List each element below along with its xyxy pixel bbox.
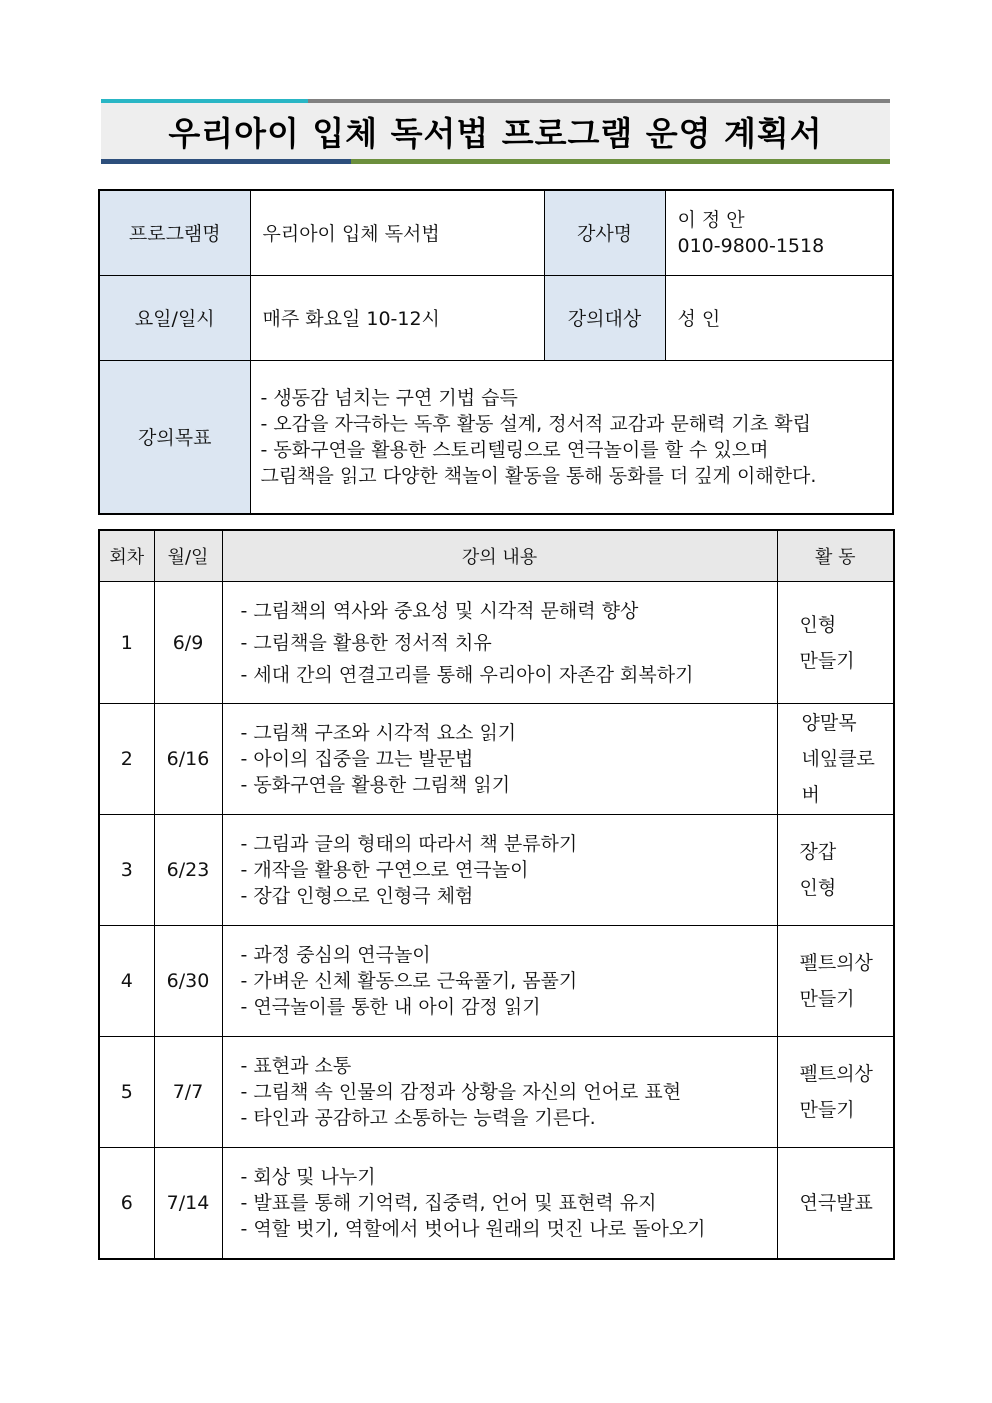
session-date: 7/14 bbox=[154, 1148, 222, 1259]
page-title: 우리아이 입체 독서법 프로그램 운영 계획서 bbox=[168, 113, 823, 153]
goal-line: - 동화구연을 활용한 스토리텔링으로 연극놀이를 할 수 있으며 bbox=[260, 438, 769, 461]
program-info-table bbox=[98, 189, 894, 515]
activity-line: 연극발표 bbox=[799, 1191, 873, 1214]
session-date: 6/16 bbox=[154, 704, 222, 815]
target-label: 강의대상 bbox=[544, 275, 665, 360]
content-line: - 발표를 통해 기억력, 집중력, 언어 및 표현력 유지 bbox=[240, 1191, 657, 1214]
content-line: - 표현과 소통 bbox=[240, 1055, 352, 1077]
table-row bbox=[99, 582, 894, 704]
activity-line: 네잎클로 bbox=[801, 748, 875, 770]
session-date: 6/30 bbox=[154, 926, 222, 1037]
activity-line: 펠트의상 bbox=[799, 1063, 873, 1085]
title-band bbox=[101, 103, 890, 159]
goal-line: 그림책을 읽고 다양한 책놀이 활동을 통해 동화를 더 깊게 이해한다. bbox=[260, 464, 817, 487]
content-line: - 타인과 공감하고 소통하는 능력을 기른다. bbox=[240, 1107, 596, 1129]
content-line: - 세대 간의 연결고리를 통해 우리아이 자존감 회복하기 bbox=[240, 663, 694, 686]
session-date: 6/9 bbox=[154, 582, 222, 704]
session-activity bbox=[777, 704, 894, 815]
session-date: 6/23 bbox=[154, 815, 222, 926]
program-label: 프로그램명 bbox=[99, 190, 250, 275]
session-content bbox=[222, 815, 777, 926]
session-number: 3 bbox=[99, 815, 154, 926]
target-value: 성 인 bbox=[665, 275, 893, 360]
instructor-label: 강사명 bbox=[544, 190, 665, 275]
content-line: - 회상 및 나누기 bbox=[240, 1165, 376, 1188]
info-row-goal bbox=[99, 360, 893, 514]
activity-line: 펠트의상 bbox=[799, 952, 873, 974]
session-activity bbox=[777, 1037, 894, 1148]
info-row-schedule bbox=[99, 275, 893, 360]
session-number: 4 bbox=[99, 926, 154, 1037]
activity-line: 만들기 bbox=[799, 649, 855, 672]
instructor-name: 이 정 안 bbox=[677, 208, 745, 231]
table-row bbox=[99, 926, 894, 1037]
instructor-phone: 010-9800-1518 bbox=[677, 234, 825, 257]
content-line: - 연극놀이를 통한 내 아이 감정 읽기 bbox=[240, 996, 541, 1018]
table-row bbox=[99, 1148, 894, 1259]
header-activity: 활 동 bbox=[777, 530, 894, 582]
activity-line: 만들기 bbox=[799, 1099, 855, 1121]
content-line: - 아이의 집중을 끄는 발문법 bbox=[240, 748, 474, 770]
session-activity bbox=[777, 815, 894, 926]
session-activity bbox=[777, 926, 894, 1037]
content-line: - 그림책 속 인물의 감정과 상황을 자신의 언어로 표현 bbox=[240, 1081, 682, 1103]
program-value: 우리아이 입체 독서법 bbox=[250, 190, 544, 275]
content-line: - 동화구연을 활용한 그림책 읽기 bbox=[240, 774, 511, 796]
content-line: - 그림과 글의 형태의 따라서 책 분류하기 bbox=[240, 833, 578, 855]
schedule-value: 매주 화요일 10-12시 bbox=[250, 275, 544, 360]
activity-line: 인형 bbox=[799, 613, 837, 636]
content-line: - 장갑 인형으로 인형극 체험 bbox=[240, 885, 474, 907]
goal-line: - 생동감 넘치는 구연 기법 습득 bbox=[260, 386, 518, 409]
schedule-header-row bbox=[99, 530, 894, 582]
header-date: 월/일 bbox=[154, 530, 222, 582]
header-session: 회차 bbox=[99, 530, 154, 582]
goal-content bbox=[250, 360, 893, 514]
session-content bbox=[222, 926, 777, 1037]
session-content bbox=[222, 1148, 777, 1259]
session-number: 5 bbox=[99, 1037, 154, 1148]
session-number: 1 bbox=[99, 582, 154, 704]
header-content: 강의 내용 bbox=[222, 530, 777, 582]
content-line: - 과정 중심의 연극놀이 bbox=[240, 944, 431, 966]
title-block bbox=[101, 99, 890, 165]
content-line: - 개작을 활용한 구연으로 연극놀이 bbox=[240, 859, 529, 881]
session-activity bbox=[777, 582, 894, 704]
table-row bbox=[99, 704, 894, 815]
activity-line: 양말목 bbox=[801, 712, 857, 734]
schedule-label: 요일/일시 bbox=[99, 275, 250, 360]
content-line: - 역할 벗기, 역할에서 벗어나 원래의 멋진 나로 돌아오기 bbox=[240, 1217, 706, 1240]
content-line: - 가벼운 신체 활동으로 근육풀기, 몸풀기 bbox=[240, 970, 578, 992]
info-row-program bbox=[99, 190, 893, 275]
session-date: 7/7 bbox=[154, 1037, 222, 1148]
activity-line: 만들기 bbox=[799, 988, 855, 1010]
session-number: 6 bbox=[99, 1148, 154, 1259]
session-content bbox=[222, 582, 777, 704]
content-line: - 그림책의 역사와 중요성 및 시각적 문해력 향상 bbox=[240, 599, 639, 622]
activity-line: 인형 bbox=[799, 877, 837, 899]
table-row bbox=[99, 815, 894, 926]
session-content bbox=[222, 704, 777, 815]
content-line: - 그림책 구조와 시각적 요소 읽기 bbox=[240, 722, 517, 744]
title-bottom-rule bbox=[101, 159, 890, 164]
session-activity bbox=[777, 1148, 894, 1259]
session-number: 2 bbox=[99, 704, 154, 815]
schedule-table bbox=[98, 529, 895, 1260]
instructor-cell bbox=[665, 190, 893, 275]
activity-line: 버 bbox=[801, 784, 820, 806]
content-line: - 그림책을 활용한 정서적 치유 bbox=[240, 631, 492, 654]
session-content bbox=[222, 1037, 777, 1148]
table-row bbox=[99, 1037, 894, 1148]
goal-line: - 오감을 자극하는 독후 활동 설계, 정서적 교감과 문해력 기초 확립 bbox=[260, 412, 811, 435]
goal-label: 강의목표 bbox=[99, 360, 250, 514]
activity-line: 장갑 bbox=[799, 841, 837, 863]
